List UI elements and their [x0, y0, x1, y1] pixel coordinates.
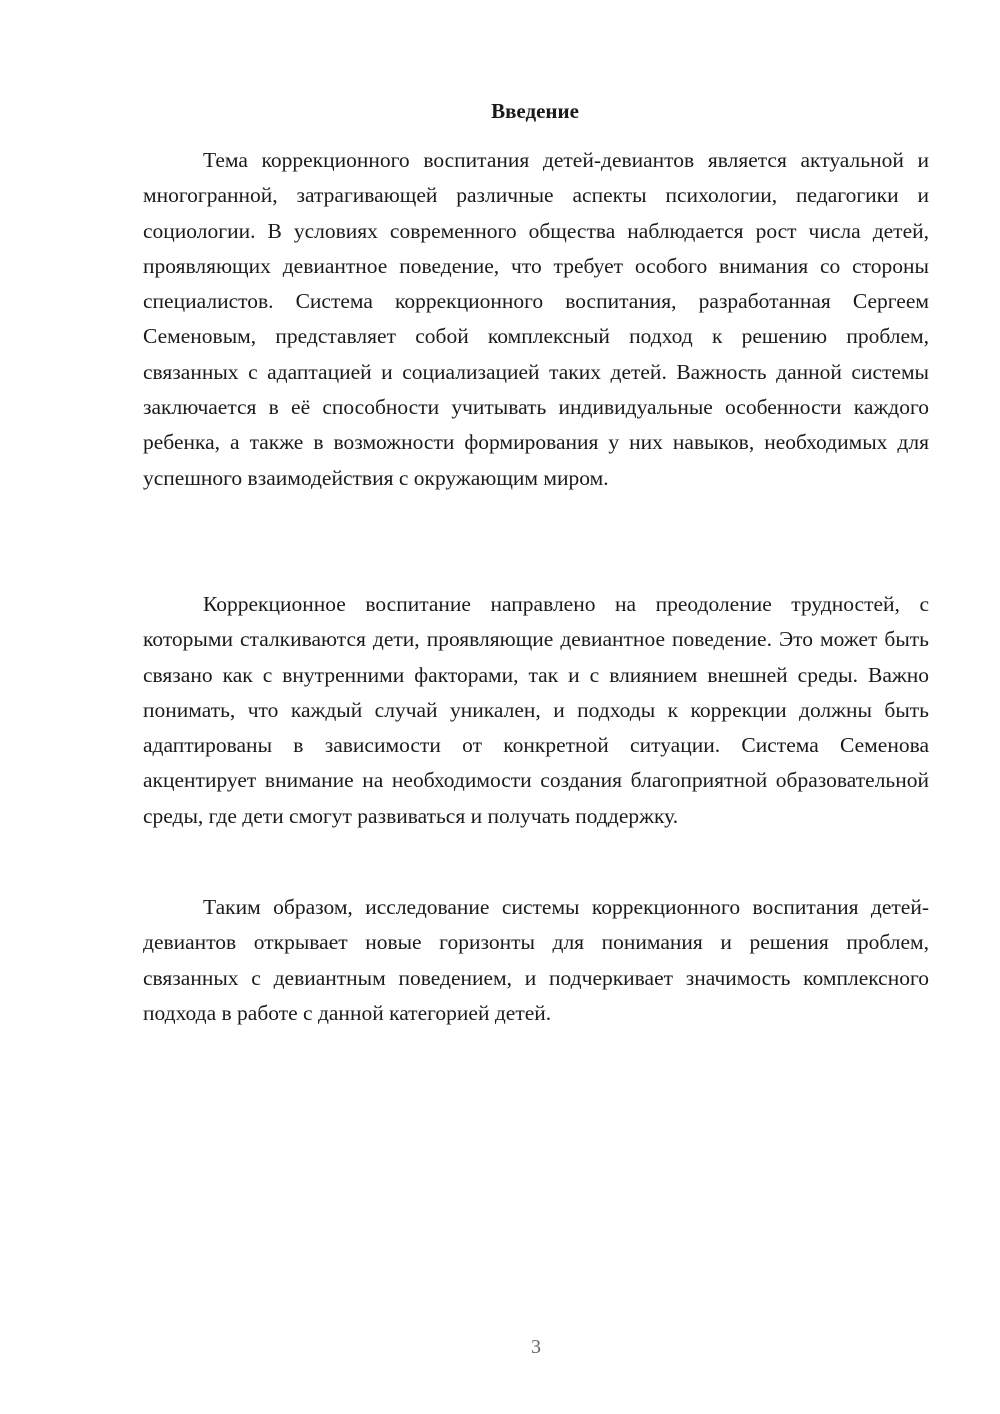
paragraph-1: Тема коррекционного воспитания детей-девиантов является актуальной и многогранной, затрагивающей различные аспекты психологии, педагогики и социологии. В условиях современного общества наблюдается рост числа детей, проявляющих девиантное поведение, что требует особого внимания со стороны специалистов. Система коррекционного воспитания, разработанная Сергеем Семеновым, представляет собой комплексный подход к решению проблем, связанных с адаптацией и социализацией таких детей. Важность данной системы заключается в её способности учитывать индивидуальные особенности каждого ребенка, а также в возможности формирования у них навыков, необходимых для успешного взаимодействия с окружающим миром.	[143, 148, 929, 490]
paragraph-2: Коррекционное воспитание направлено на преодоление трудностей, с которыми сталкиваются дети, проявляющие девиантное поведение. Это может быть связано как с внутренними факторами, так и с влиянием внешней среды. Важно понимать, что каждый случай уникален, и подходы к коррекции должны быть адаптированы в зависимости от конкретной ситуации. Система Семенова акцентирует внимание на необходимости создания благоприятной образовательной среды, где дети смогут развиваться и получать поддержку.	[143, 592, 929, 828]
paragraph-3: Таким образом, исследование системы коррекционного воспитания детей-девиантов открывает новые горизонты для понимания и решения проблем, связанных с девиантным поведением, и подчеркивает значимость комплексного подхода в работе с данной категорией детей.	[143, 895, 929, 1025]
section-heading: Введение	[491, 99, 579, 123]
page-number: 3	[531, 1336, 541, 1358]
